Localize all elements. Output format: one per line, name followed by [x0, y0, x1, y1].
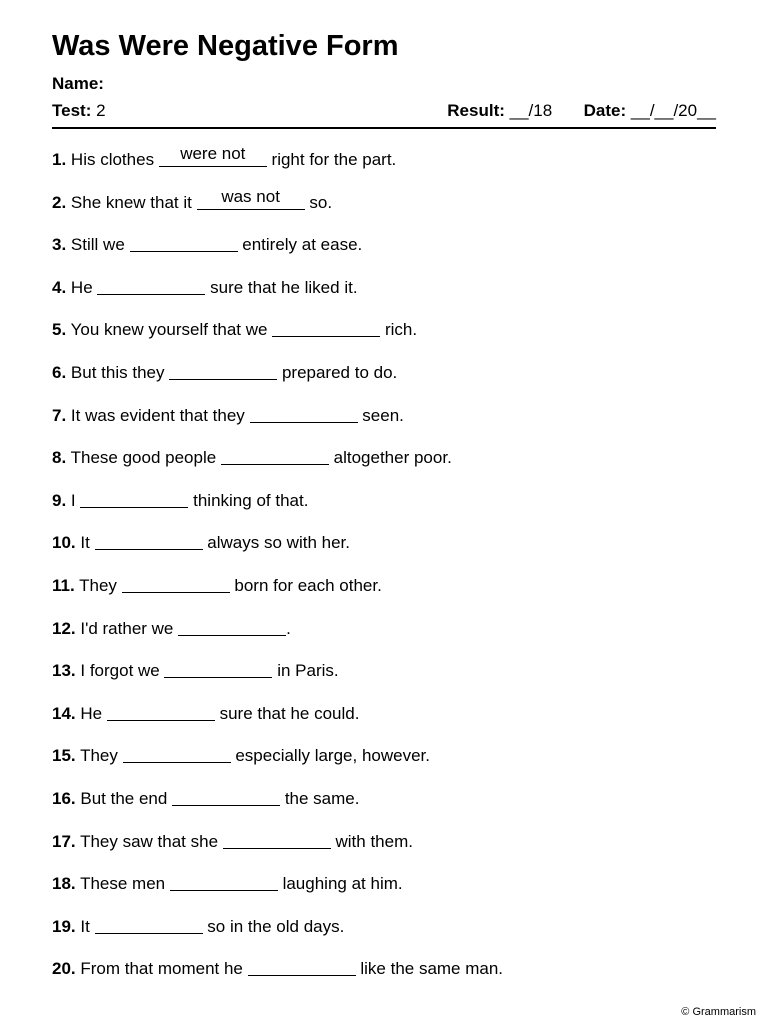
answer-blank[interactable]: [123, 744, 231, 763]
question-text-before: But this they: [70, 363, 165, 382]
question-number: 7.: [52, 405, 67, 425]
question-item: [52, 872, 403, 894]
question-text-after: sure that he could.: [219, 703, 360, 723]
question-text-after: born for each other.: [234, 576, 382, 595]
result-value: __/18: [509, 101, 553, 120]
question-item: [52, 574, 382, 596]
question-item: [52, 617, 291, 639]
answer-blank[interactable]: [122, 574, 230, 593]
answer-blank[interactable]: [95, 531, 203, 550]
question-number: 19.: [52, 916, 76, 936]
answer-blank[interactable]: [250, 404, 358, 423]
answer-blank[interactable]: [172, 787, 280, 806]
answer-blank[interactable]: [97, 276, 205, 295]
question-text-after: the same.: [284, 789, 360, 808]
answer-blank[interactable]: [159, 144, 267, 167]
question-item: [52, 957, 503, 979]
question-number: 3.: [52, 235, 67, 255]
question-item: [52, 276, 358, 298]
question-text-after: sure that he liked it.: [210, 277, 358, 297]
answer-blank[interactable]: [80, 489, 188, 508]
question-number: 4.: [52, 277, 67, 297]
question-item: [52, 659, 339, 681]
question-text-before: Still we: [70, 235, 125, 255]
question-number: 20.: [52, 959, 76, 979]
date-label: Date:: [583, 101, 627, 120]
answer-blank[interactable]: [107, 702, 215, 721]
question-text-before: From that moment he: [80, 959, 243, 979]
question-item: [52, 830, 413, 852]
question-text-after: always so with her.: [207, 533, 350, 553]
question-text-after: laughing at him.: [282, 874, 403, 894]
question-number: 6.: [52, 363, 67, 382]
result-date-group: [447, 101, 716, 121]
question-text-after: rich.: [384, 320, 418, 340]
question-item: [52, 233, 362, 255]
answer-blank[interactable]: [221, 446, 329, 465]
question-number: 8.: [52, 448, 67, 468]
question-text-after: like the same man.: [360, 959, 504, 979]
question-text-before: But the end: [80, 789, 168, 808]
question-text-after: entirely at ease.: [242, 235, 363, 255]
question-text-after: in Paris.: [277, 661, 339, 681]
question-text-before: It: [80, 916, 90, 936]
question-text-before: I: [70, 490, 76, 510]
question-text-after: altogether poor.: [333, 448, 452, 468]
question-text-after: .: [286, 618, 291, 638]
answer-blank[interactable]: [169, 361, 277, 380]
question-number: 5.: [52, 320, 67, 340]
question-text-before: They saw that she: [80, 831, 219, 851]
question-number: 2.: [52, 192, 67, 212]
question-text-before: I forgot we: [80, 661, 160, 681]
question-text-after: especially large, however.: [235, 746, 430, 766]
question-number: 10.: [52, 533, 76, 553]
copyright-footer: © Grammarism: [681, 1006, 756, 1018]
test-value: 2: [96, 101, 106, 120]
question-item: [52, 361, 397, 383]
question-number: 16.: [52, 789, 76, 808]
test-field: [52, 101, 106, 121]
question-text-before: His clothes: [70, 150, 155, 169]
answer-blank[interactable]: [248, 957, 356, 976]
question-text-before: She knew that it: [70, 192, 192, 212]
answer-blank[interactable]: [178, 617, 286, 636]
question-text-after: so.: [309, 192, 333, 212]
question-text-before: It: [80, 533, 90, 553]
question-item: [52, 915, 344, 937]
question-text-after: right for the part.: [271, 150, 397, 169]
question-item: [52, 531, 350, 553]
test-label: Test:: [52, 101, 92, 120]
question-text-after: seen.: [362, 405, 404, 425]
question-number: 18.: [52, 874, 76, 894]
question-text-before: They: [80, 746, 118, 766]
answer-blank[interactable]: [170, 872, 278, 891]
question-number: 12.: [52, 618, 76, 638]
answer-blank[interactable]: [223, 830, 331, 849]
question-text-before: He: [80, 703, 103, 723]
header-divider: [52, 127, 716, 129]
question-text-after: prepared to do.: [281, 363, 398, 382]
question-item: [52, 744, 430, 766]
question-number: 14.: [52, 703, 76, 723]
question-text-before: They: [79, 576, 117, 595]
name-label: Name:: [52, 74, 104, 93]
question-number: 15.: [52, 746, 76, 766]
question-item: [52, 787, 359, 809]
meta-row: [52, 101, 716, 123]
question-number: 1.: [52, 150, 67, 169]
question-text-before: I'd rather we: [80, 618, 174, 638]
question-number: 13.: [52, 661, 76, 681]
answer-blank[interactable]: [164, 659, 272, 678]
question-text-before: These good people: [70, 448, 217, 468]
answer-blank[interactable]: [95, 915, 203, 934]
date-value: __/__/20__: [630, 101, 716, 120]
question-item: [52, 144, 397, 170]
question-text-after: with them.: [335, 831, 413, 851]
question-text-before: These men: [80, 874, 166, 894]
question-item: [52, 404, 404, 426]
page-title: Was Were Negative Form: [52, 30, 399, 62]
answer-text: were not: [180, 144, 246, 163]
question-item: [52, 318, 417, 340]
question-text-before: He: [70, 277, 93, 297]
answer-blank[interactable]: [130, 233, 238, 252]
question-item: [52, 702, 359, 724]
question-text-before: It was evident that they: [70, 405, 245, 425]
question-number: 11.: [52, 576, 75, 595]
answer-text: was not: [221, 186, 280, 206]
question-number: 9.: [52, 490, 67, 510]
question-number: 17.: [52, 831, 76, 851]
answer-blank[interactable]: [197, 186, 305, 210]
question-text-after: so in the old days.: [207, 916, 345, 936]
result-label: Result:: [447, 101, 505, 120]
question-text-before: You knew yourself that we: [70, 320, 268, 340]
question-item: [52, 446, 452, 468]
question-item: [52, 489, 308, 511]
answer-blank[interactable]: [272, 318, 380, 337]
question-item: [52, 186, 333, 213]
question-text-after: thinking of that.: [193, 490, 309, 510]
